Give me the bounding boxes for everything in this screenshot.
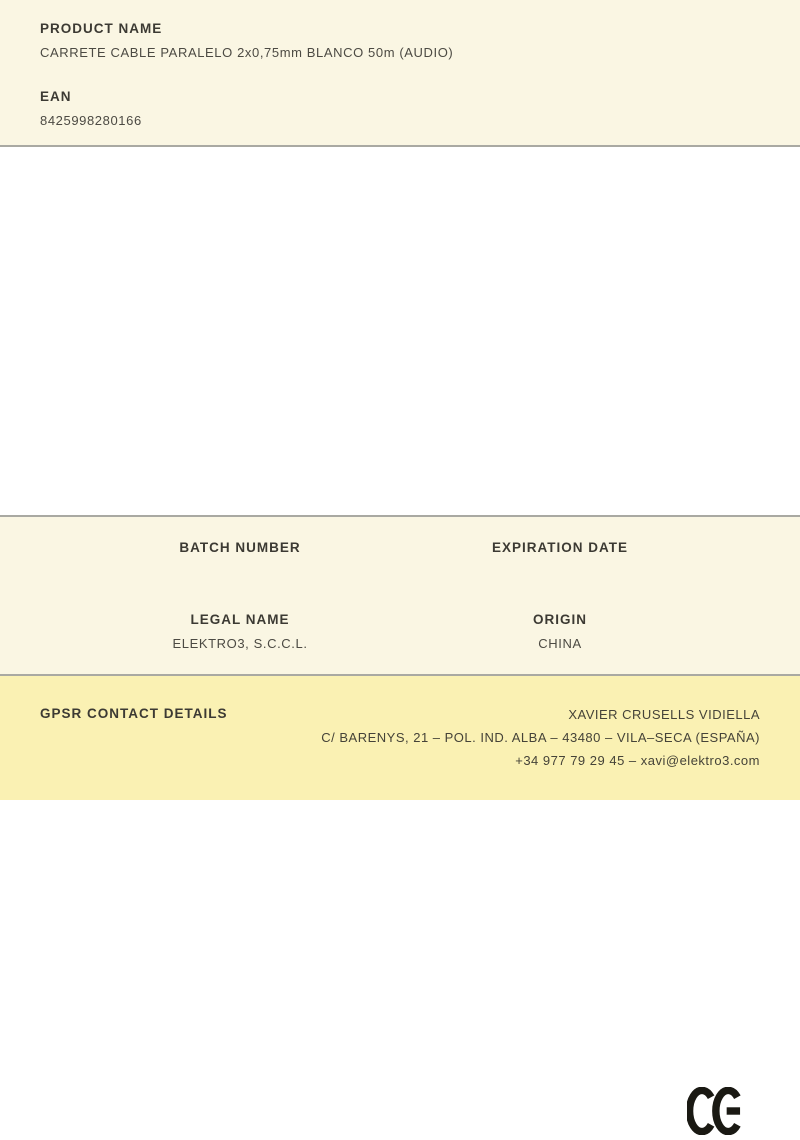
contact-phone-email: +34 977 79 29 45 – xavi@elektro3.com xyxy=(515,753,760,768)
gpsr-contact-row xyxy=(40,706,760,768)
product-image-area xyxy=(0,149,800,515)
contact-address: C/ BARENYS, 21 – POL. IND. ALBA – 43480 – VILA–SECA (ESPAÑA) xyxy=(321,730,760,745)
ean-value: 8425998280166 xyxy=(40,113,142,128)
expiration-date-label: EXPIRATION DATE xyxy=(491,540,628,555)
ce-mark-icon xyxy=(687,1087,755,1135)
gpsr-contact-label: GPSR CONTACT DETAILS xyxy=(40,706,228,721)
origin-value: CHINA xyxy=(538,636,582,651)
product-name-block xyxy=(40,21,760,60)
details-grid xyxy=(80,540,720,651)
legal-name-label: LEGAL NAME xyxy=(190,612,290,627)
product-name-value: CARRETE CABLE PARALELO 2x0,75mm BLANCO 50m (AUDIO) xyxy=(40,45,454,60)
origin-label: ORIGIN xyxy=(532,612,587,627)
product-name-label: PRODUCT NAME xyxy=(40,21,163,36)
product-details-section xyxy=(0,515,800,676)
details-row-1 xyxy=(80,540,720,555)
origin-block xyxy=(400,612,720,651)
details-row-2 xyxy=(80,612,720,651)
product-header-section xyxy=(0,0,800,147)
ean-label: EAN xyxy=(40,89,72,104)
expiration-date-block xyxy=(400,540,720,555)
batch-number-label: BATCH NUMBER xyxy=(179,540,301,555)
ean-block xyxy=(40,89,760,128)
legal-name-value: ELEKTRO3, S.C.C.L. xyxy=(172,636,308,651)
gpsr-contact-details xyxy=(321,706,760,768)
contact-name: XAVIER CRUSELLS VIDIELLA xyxy=(568,707,760,722)
batch-number-block xyxy=(80,540,400,555)
gpsr-contact-section xyxy=(0,676,800,800)
legal-name-block xyxy=(80,612,400,651)
